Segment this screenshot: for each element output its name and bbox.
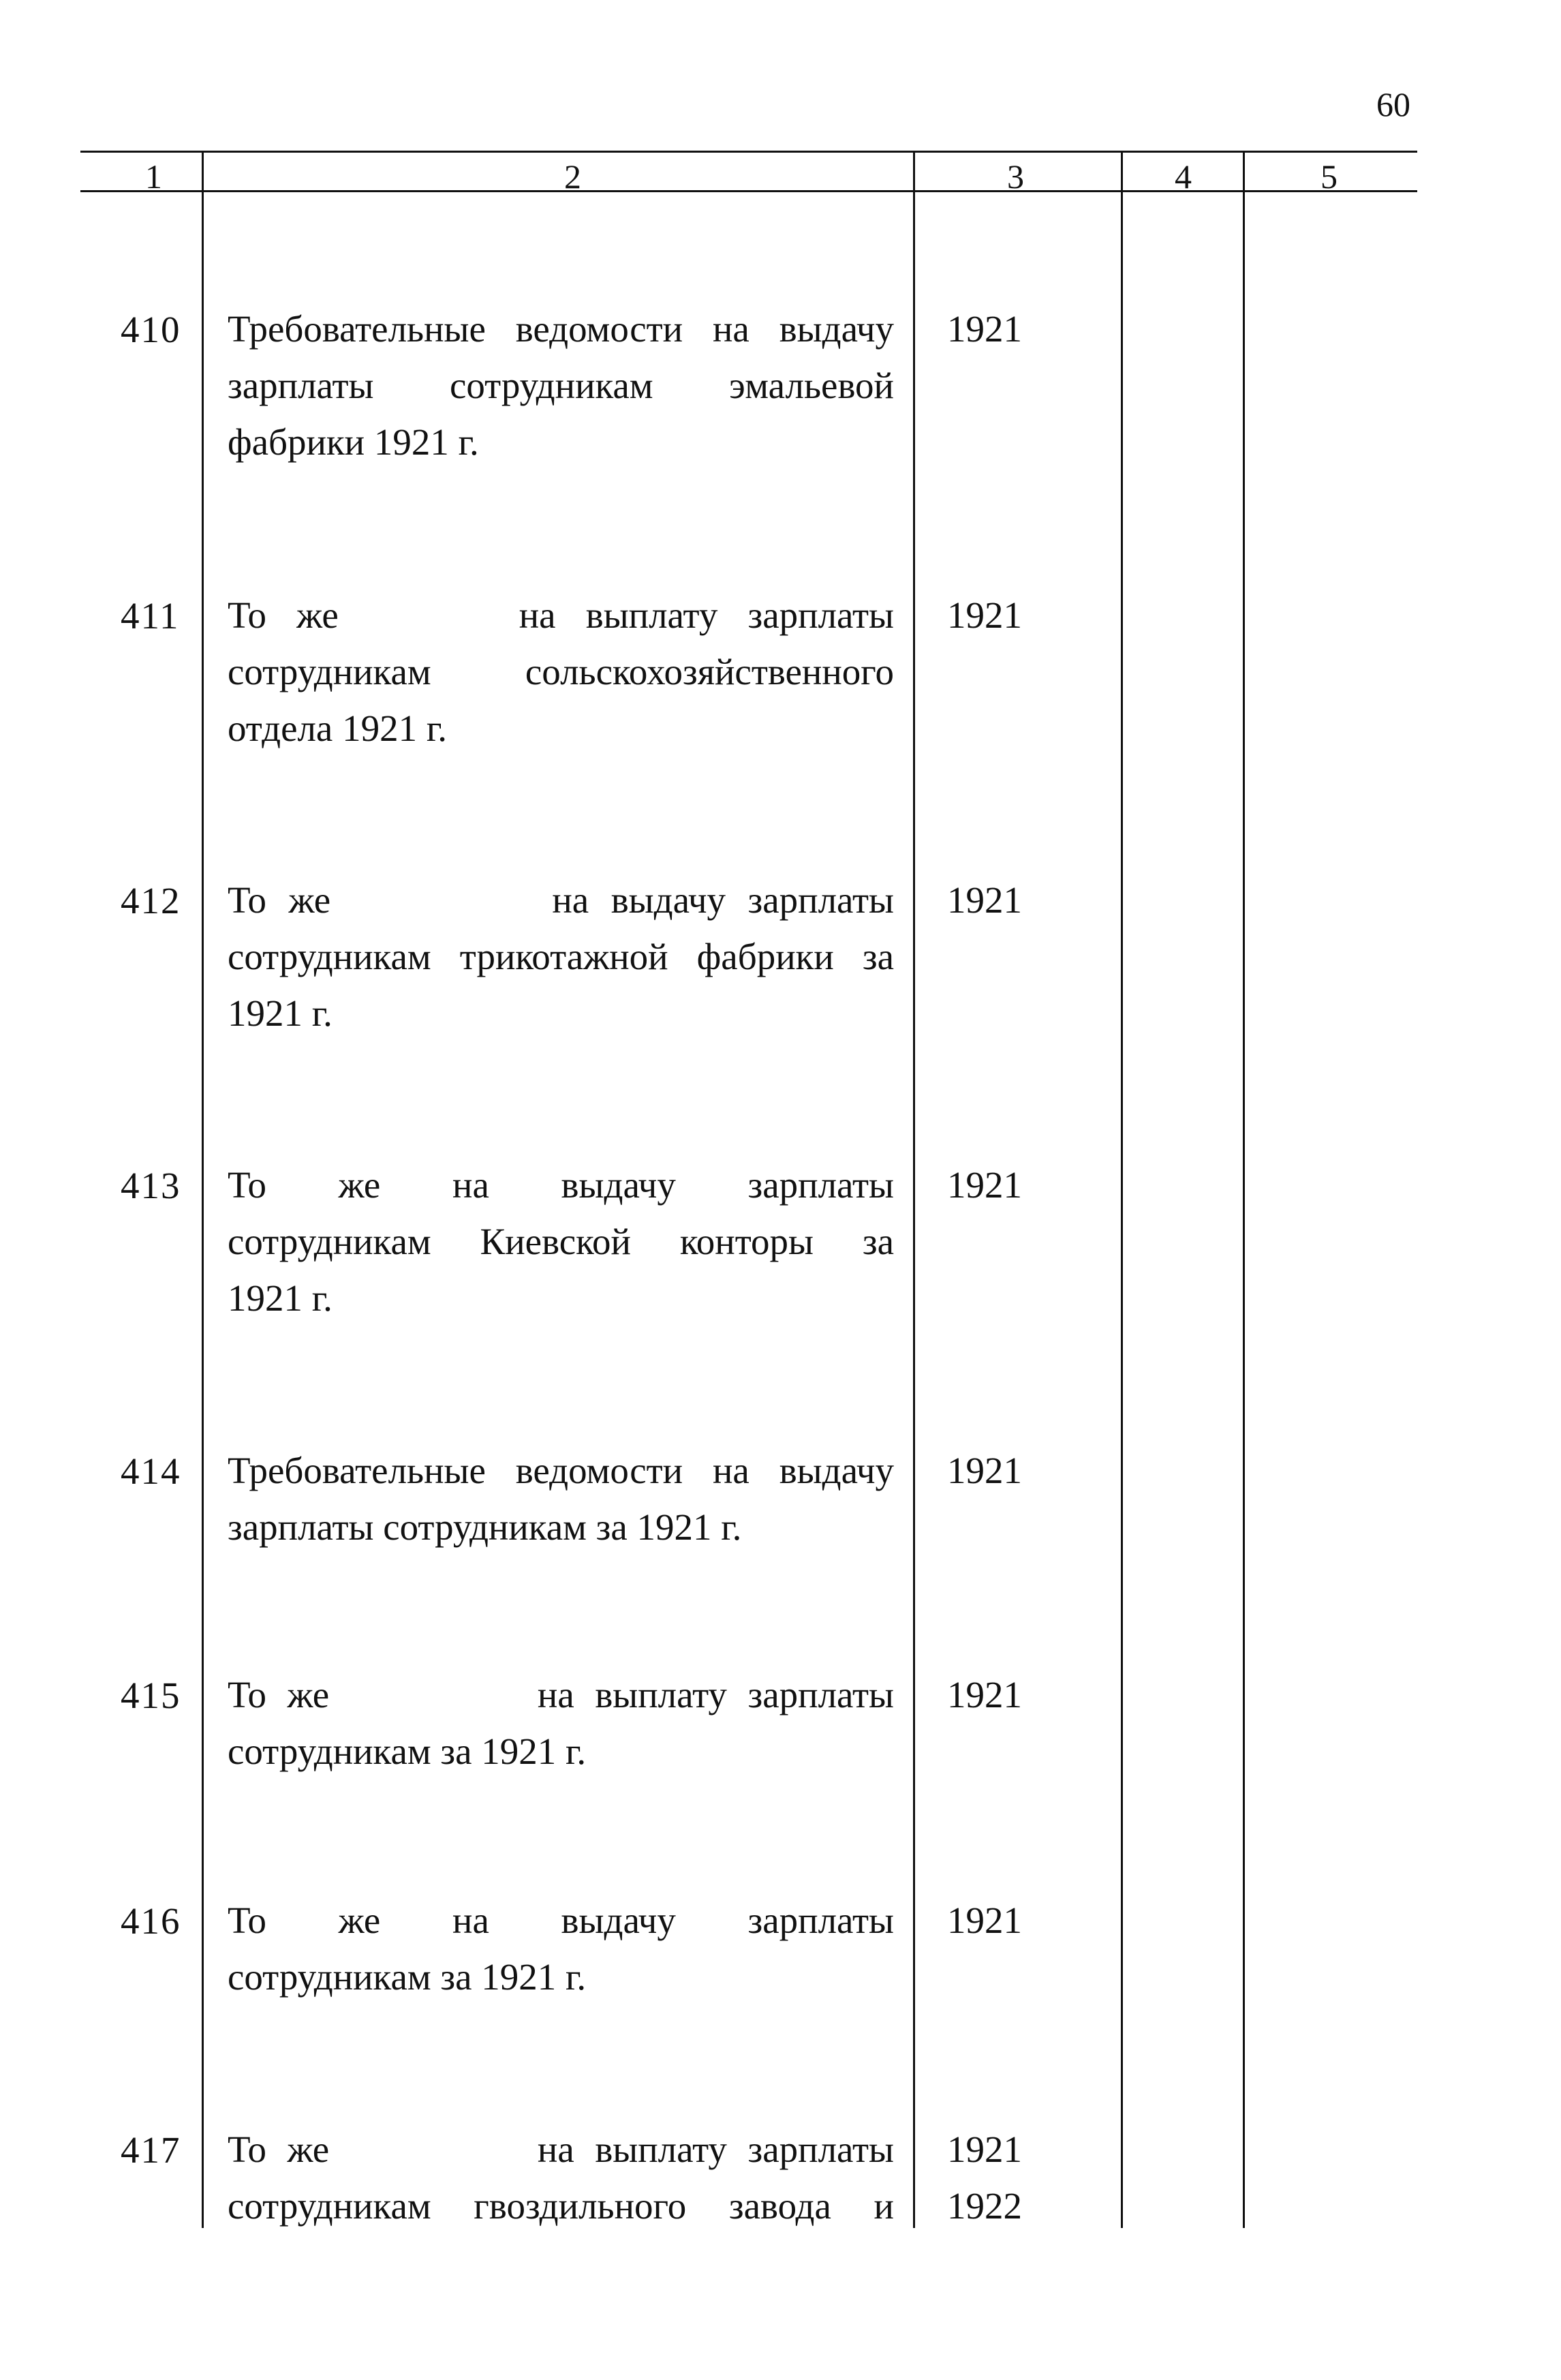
description-line: То же на выдачу зарплаты bbox=[228, 879, 894, 921]
column-header-5: 5 bbox=[1320, 157, 1338, 196]
column-divider-3 bbox=[1121, 151, 1123, 2228]
description-line: сотрудникам сольскохозяйственного bbox=[228, 651, 894, 692]
description-line: Требовательные ведомости на выдачу bbox=[228, 308, 894, 350]
description-line: То же на выплату зарплаты bbox=[228, 2129, 894, 2170]
page-number: 60 bbox=[1376, 85, 1410, 123]
row-number: 412 bbox=[121, 880, 181, 921]
row-number: 414 bbox=[121, 1450, 181, 1492]
row-number: 410 bbox=[121, 309, 181, 350]
row-year: 1921 bbox=[947, 1164, 1022, 1206]
row-number: 413 bbox=[121, 1165, 181, 1206]
description-line: фабрики 1921 г. bbox=[228, 421, 479, 463]
row-description bbox=[228, 2121, 894, 2234]
row-year: 1921 bbox=[947, 2129, 1022, 2170]
row-number: 415 bbox=[121, 1675, 181, 1716]
row-year: 1922 bbox=[947, 2185, 1022, 2227]
description-line: То же на выдачу зарплаты bbox=[228, 1164, 894, 1206]
description-line: зарплаты сотрудникам за 1921 г. bbox=[228, 1506, 742, 1548]
description-line: То же на выплату зарплаты bbox=[228, 1674, 894, 1715]
row-year: 1921 bbox=[947, 1900, 1022, 1941]
row-year: 1921 bbox=[947, 594, 1022, 636]
column-header-3: 3 bbox=[1007, 157, 1024, 196]
column-header-1: 1 bbox=[145, 157, 162, 196]
row-year: 1921 bbox=[947, 308, 1022, 350]
description-line: сотрудникам Киевской конторы за bbox=[228, 1221, 894, 1262]
row-year: 1921 bbox=[947, 1450, 1022, 1491]
column-divider-2 bbox=[913, 151, 915, 2228]
column-header-4: 4 bbox=[1175, 157, 1192, 196]
description-line: Требовательные ведомости на выдачу bbox=[228, 1450, 894, 1491]
row-description bbox=[228, 1666, 894, 1780]
description-line: зарплаты сотрудникам эмальевой bbox=[228, 365, 894, 406]
description-line: сотрудникам за 1921 г. bbox=[228, 1730, 587, 1772]
row-year: 1921 bbox=[947, 1674, 1022, 1715]
row-number: 417 bbox=[121, 2129, 181, 2171]
header-top-rule bbox=[80, 151, 1417, 153]
description-line: сотрудникам за 1921 г. bbox=[228, 1956, 587, 1998]
column-divider-4 bbox=[1243, 151, 1245, 2228]
description-line: То же на выплату зарплаты bbox=[228, 594, 894, 636]
description-line: 1921 г. bbox=[228, 1277, 333, 1319]
description-line: 1921 г. bbox=[228, 992, 333, 1034]
row-number: 411 bbox=[121, 595, 180, 637]
row-number: 416 bbox=[121, 1900, 181, 1942]
row-description bbox=[228, 1892, 894, 2005]
row-description bbox=[228, 872, 894, 1041]
row-description bbox=[228, 1442, 894, 1555]
column-divider-1 bbox=[202, 151, 204, 2228]
description-line: сотрудникам гвоздильного завода и bbox=[228, 2185, 894, 2227]
row-description bbox=[228, 587, 894, 757]
description-line: сотрудникам трикотажной фабрики за bbox=[228, 936, 894, 977]
description-line: отдела 1921 г. bbox=[228, 707, 447, 749]
header-bottom-rule bbox=[80, 190, 1417, 192]
description-line: То же на выдачу зарплаты bbox=[228, 1900, 894, 1941]
row-description bbox=[228, 301, 894, 470]
row-year: 1921 bbox=[947, 879, 1022, 921]
row-description bbox=[228, 1157, 894, 1326]
column-header-2: 2 bbox=[564, 157, 581, 196]
